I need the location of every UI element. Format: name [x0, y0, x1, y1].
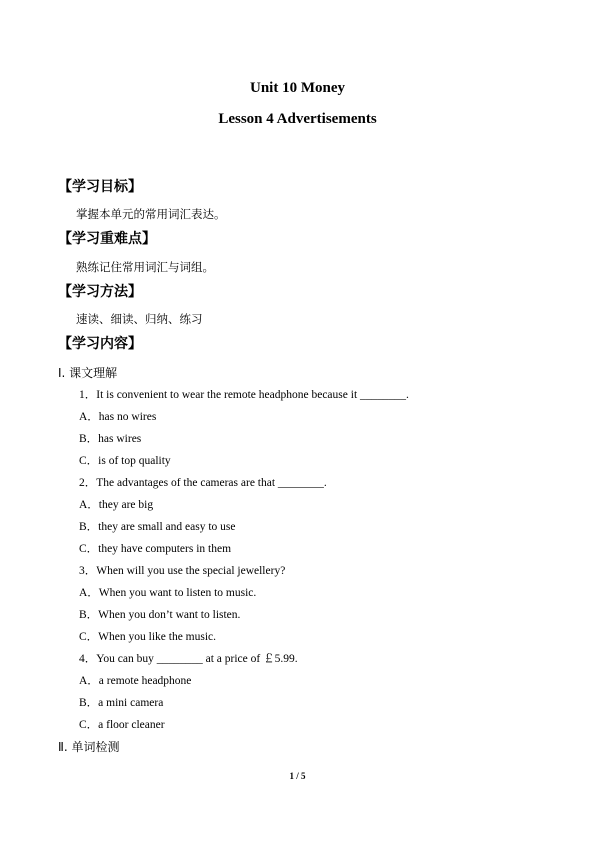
- q2-option-c: C．they have computers in them: [79, 543, 232, 555]
- part2-label: Ⅱ. 单词检测: [58, 740, 120, 754]
- q4-option-a: A．a remote headphone: [79, 675, 192, 687]
- focus-text: 熟练记住常用词汇与词组。: [76, 260, 214, 274]
- q4-option-b: B．a mini camera: [79, 697, 164, 709]
- question-3: 3．When will you use the special jewellery?: [79, 565, 286, 577]
- content-heading: 【学习内容】: [58, 336, 142, 352]
- q2-option-b: B．they are small and easy to use: [79, 521, 236, 533]
- q3-option-c: C．When you like the music.: [79, 631, 217, 643]
- goal-text: 掌握本单元的常用词汇表达。: [76, 207, 226, 221]
- question-2: 2．The advantages of the cameras are that ________.: [79, 477, 327, 489]
- question-1: 1．It is convenient to wear the remote headphone because it ________.: [79, 389, 409, 401]
- page-number: 1 / 5: [289, 771, 306, 781]
- method-text: 速读、细读、归纳、练习: [76, 312, 203, 326]
- unit-title: Unit 10 Money: [250, 80, 345, 96]
- focus-heading: 【学习重难点】: [58, 231, 156, 247]
- question-4: 4．You can buy ________ at a price of ￡5.99.: [79, 653, 298, 665]
- goal-heading: 【学习目标】: [58, 179, 142, 195]
- q1-option-c: C．is of top quality: [79, 455, 171, 467]
- q1-option-a: A．has no wires: [79, 411, 157, 423]
- method-heading: 【学习方法】: [58, 284, 142, 300]
- q1-option-b: B．has wires: [79, 433, 142, 445]
- q4-option-c: C．a floor cleaner: [79, 719, 165, 731]
- lesson-title: Lesson 4 Advertisements: [218, 111, 377, 127]
- part1-label: Ⅰ. 课文理解: [58, 366, 118, 380]
- q3-option-a: A．When you want to listen to music.: [79, 587, 257, 599]
- q3-option-b: B．When you don’t want to listen.: [79, 609, 241, 621]
- q2-option-a: A．they are big: [79, 499, 154, 511]
